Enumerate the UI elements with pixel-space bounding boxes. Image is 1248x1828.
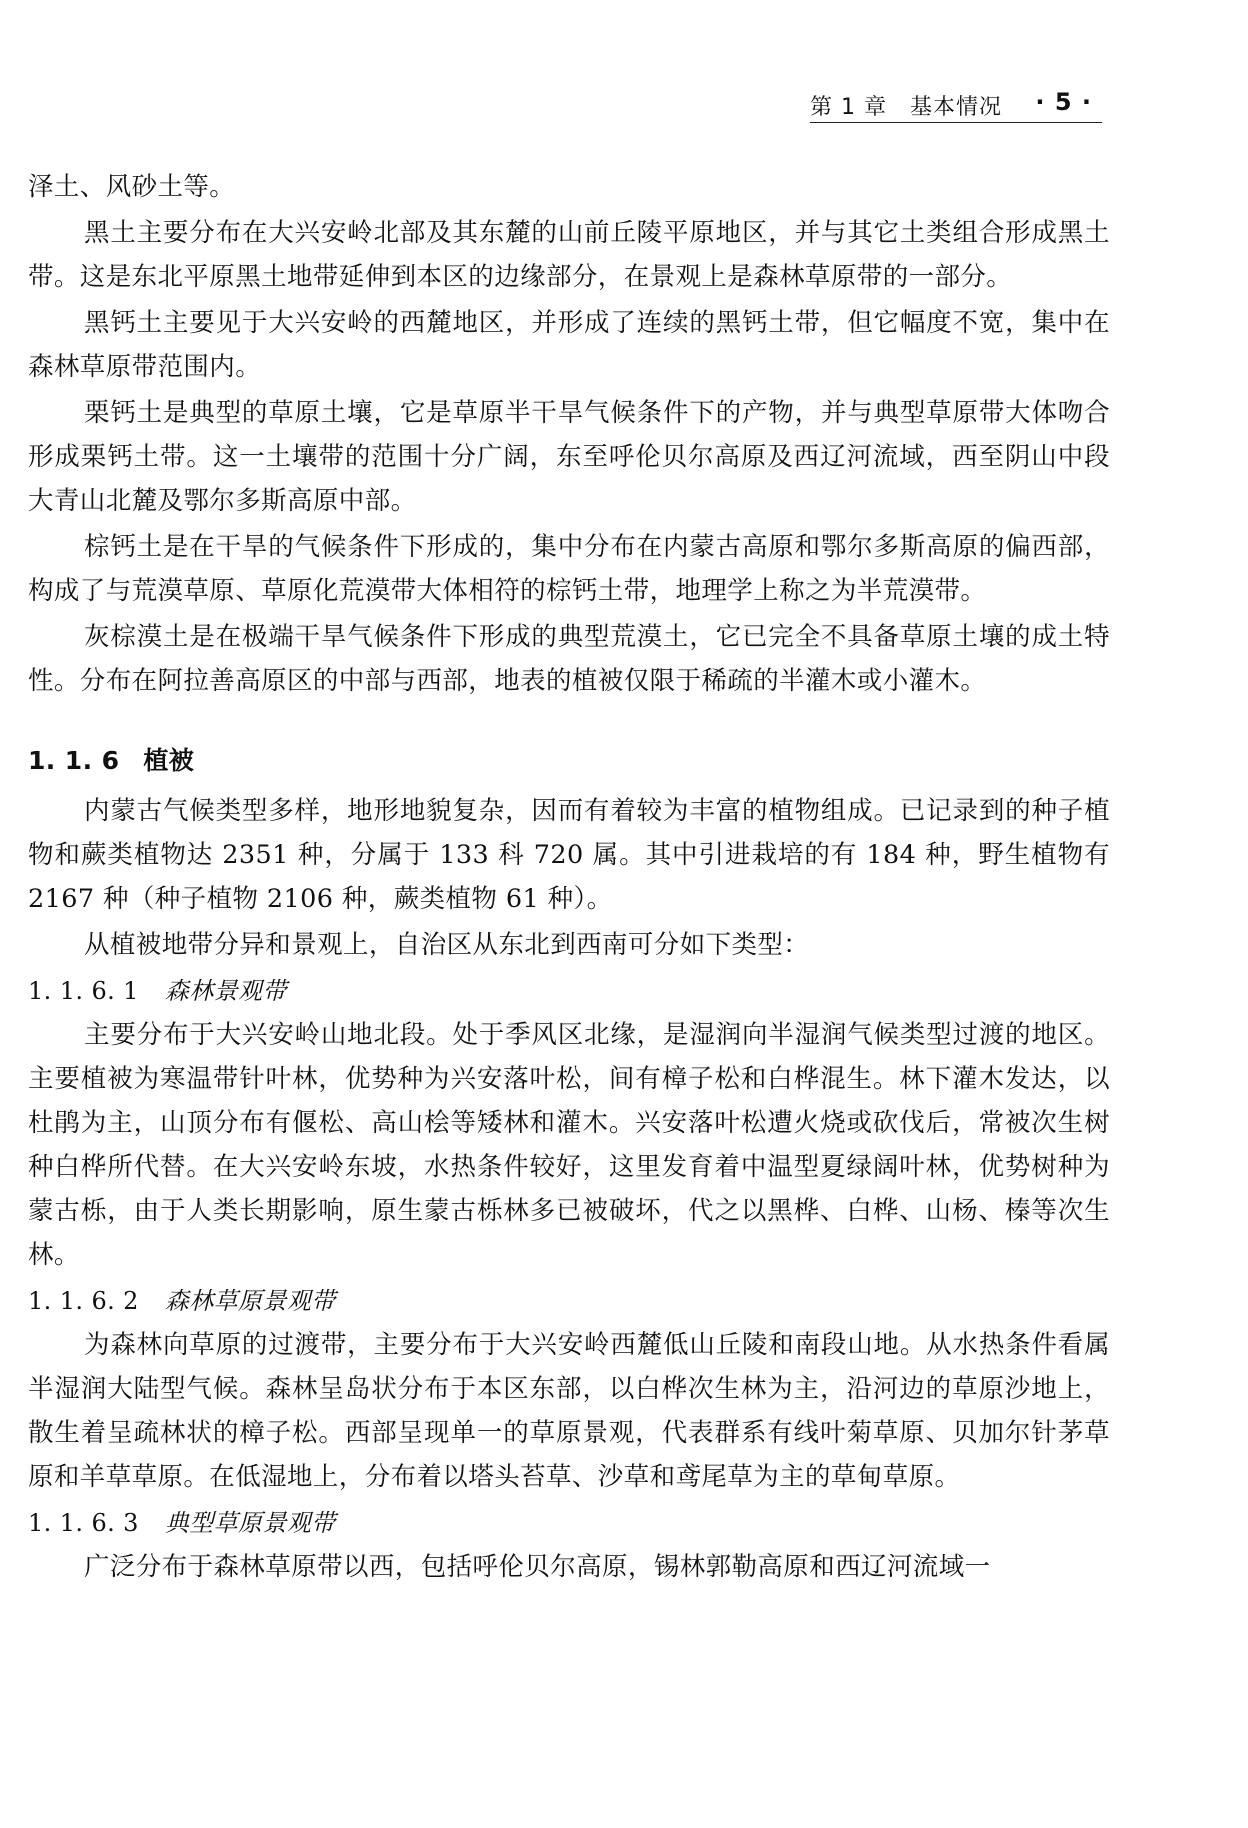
running-header [810,86,1102,123]
paragraph-vegetation-types: 从植被地带分异和景观上，自治区从东北到西南可分如下类型： [84,930,810,960]
paragraph-continuation: 泽土、风砂土等。 [28,172,236,202]
subsection-number: 1. 1. 6. 2 [28,1287,139,1315]
paragraph-chestnut-soil: 栗钙土是典型的草原土壤，它是草原半干旱气候条件下的产物，并与典型草原带大体吻合形成栗钙土带。这一土壤带的范围十分广阔，东至呼伦贝尔高原及西辽河流域，西至阴山中段大青山北麓及鄂尔多斯高原中部。 [28,398,1110,516]
subsection-title: 典型草原景观带 [164,1509,336,1537]
subsection-title: 森林草原景观带 [164,1287,336,1315]
paragraph-typical-steppe-belt: 广泛分布于森林草原带以西，包括呼伦贝尔高原，锡林郭勒高原和西辽河流域一 [84,1552,991,1582]
subsection-number: 1. 1. 6. 3 [28,1509,139,1537]
paragraph-chernozem: 黑钙土主要见于大兴安岭的西麓地区，并形成了连续的黑钙土带，但它幅度不宽，集中在森林草原带范围内。 [28,308,1110,382]
body-text [28,165,1110,1591]
subsection-heading-typical-steppe [28,1501,1110,1545]
paragraph-brown-calcic-soil: 棕钙土是在干旱的气候条件下形成的，集中分布在内蒙古高原和鄂尔多斯高原的偏西部，构成了与荒漠草原、草原化荒漠带大体相符的棕钙土带，地理学上称之为半荒漠带。 [28,532,1110,606]
paragraph-vegetation-overview: 内蒙古气候类型多样，地形地貌复杂，因而有着较为丰富的植物组成。已记录到的种子植物和蕨类植物达 2351 种，分属于 133 科 720 属。其中引进栽培的有 184 种，野生植物有 2167 种（种子植物 2106 种，蕨类植物 61 种）。 [28,796,1110,914]
chapter-title: 第 1 章 基本情况 [810,95,1002,120]
subsection-title: 森林景观带 [164,977,287,1005]
subsection-number: 1. 1. 6. 1 [28,977,139,1005]
page-number: · 5 · [1035,88,1092,116]
section-number: 1. 1. 6 [28,746,120,775]
paragraph-forest-belt: 主要分布于大兴安岭山地北段。处于季风区北缘，是湿润向半湿润气候类型过渡的地区。主要植被为寒温带针叶林，优势种为兴安落叶松，间有樟子松和白桦混生。林下灌木发达，以杜鹃为主，山顶分布有偃松、高山桧等矮林和灌木。兴安落叶松遭火烧或砍伐后，常被次生树种白桦所代替。在大兴安岭东坡，水热条件较好，这里发育着中温型夏绿阔叶林，优势树种为蒙古栎，由于人类长期影响，原生蒙古栎林多已被破坏，代之以黑桦、白桦、山杨、榛等次生林。 [28,1020,1110,1270]
subsection-heading-forest-steppe [28,1279,1110,1323]
section-heading [28,739,1110,783]
paragraph-grey-brown-desert-soil: 灰棕漠土是在极端干旱气候条件下形成的典型荒漠土，它已完全不具备草原土壤的成土特性。分布在阿拉善高原区的中部与西部，地表的植被仅限于稀疏的半灌木或小灌木。 [28,622,1110,696]
paragraph-black-soil: 黑土主要分布在大兴安岭北部及其东麓的山前丘陵平原地区，并与其它土类组合形成黑土带。这是东北平原黑土地带延伸到本区的边缘部分，在景观上是森林草原带的一部分。 [28,218,1110,292]
paragraph-forest-steppe-belt: 为森林向草原的过渡带，主要分布于大兴安岭西麓低山丘陵和南段山地。从水热条件看属半湿润大陆型气候。森林呈岛状分布于本区东部，以白桦次生林为主，沿河边的草原沙地上，散生着呈疏林状的樟子松。西部呈现单一的草原景观，代表群系有线叶菊草原、贝加尔针茅草原和羊草草原。在低湿地上，分布着以塔头苔草、沙草和鸢尾草为主的草甸草原。 [28,1330,1110,1492]
section-title: 植被 [143,746,195,775]
subsection-heading-forest [28,969,1110,1013]
